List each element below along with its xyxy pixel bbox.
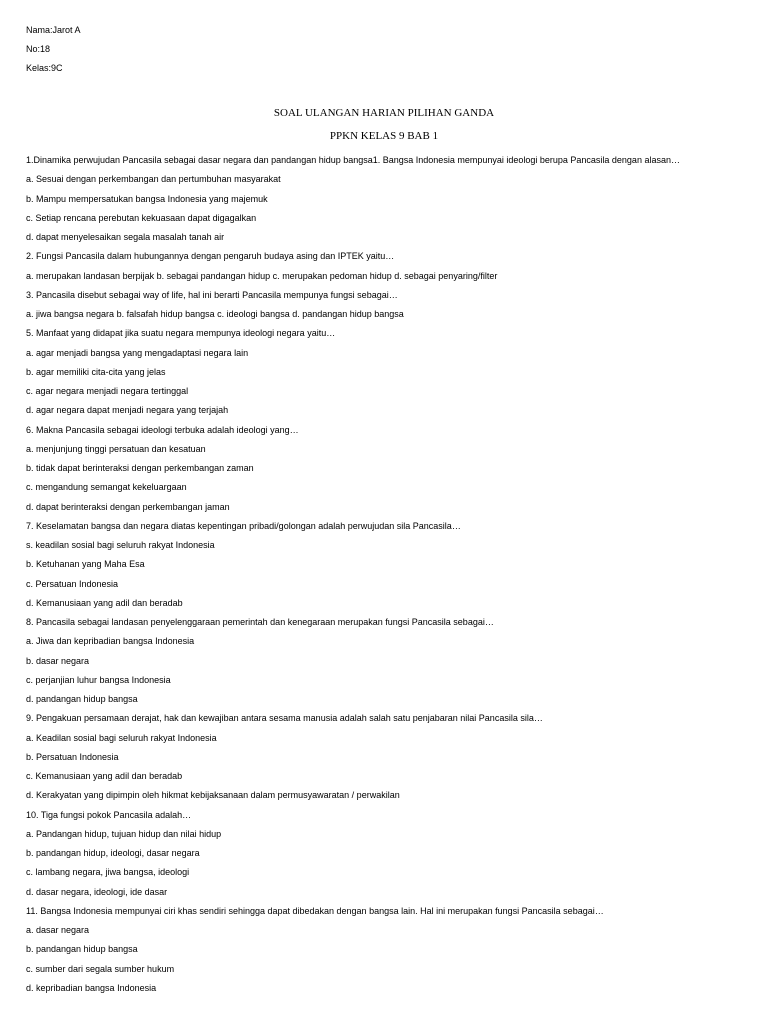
answer-option: b. pandangan hidup, ideologi, dasar negara [26,848,200,858]
answer-option: a. Jiwa dan kepribadian bangsa Indonesia [26,636,195,647]
question-text: 5. Manfaat yang didapat jika suatu negara mempunya ideologi negara yaitu… [26,328,336,339]
answer-option: c. lambang negara, jiwa bangsa, ideologi [26,867,190,878]
answer-option: c. agar negara menjadi negara tertinggal [26,386,189,396]
question-text: 1.Dinamika perwujudan Pancasila sebagai dasar negara dan pandangan hidup bangsa1. Bangsa Indonesia mempunyai ideologi berupa Pancasila dengan alasan… [26,155,680,165]
question-text: 11. Bangsa Indonesia mempunyai ciri khas sendiri sehingga dapat dibedakan dengan bangsa lain. Hal ini merupakan fungsi Pancasila sebagai… [26,905,604,916]
answer-option: b. Mampu mempersatukan bangsa Indonesia yang majemuk [26,193,268,204]
answer-option: d. dapat berinteraksi dengan perkembangan jaman [26,501,230,512]
answer-option: b. tidak dapat berinteraksi dengan perkembangan zaman [26,463,254,473]
question-text: 10. Tiga fungsi pokok Pancasila adalah… [26,809,192,820]
answer-option: a. agar menjadi bangsa yang mengadaptasi negara lain [26,347,249,358]
answer-option: c. perjanjian luhur bangsa Indonesia [26,674,171,685]
answer-option: a. merupakan landasan berpijak b. sebagai pandangan hidup c. merupakan pedoman hidup d. sebagai penyaring/filter [26,270,498,281]
answer-option: d. dapat menyelesaikan segala masalah tanah air [26,232,225,242]
student-number: No:18 [26,44,51,54]
answer-option: a. jiwa bangsa negara b. falsafah hidup bangsa c. ideologi bangsa d. pandangan hidup bangsa [26,309,404,319]
answer-option: b. Persatuan Indonesia [26,751,119,762]
answer-option: d. pandangan hidup bangsa [26,694,138,704]
question-text: 7. Keselamatan bangsa dan negara diatas kepentingan pribadi/golongan adalah perwujudan sila Pancasila… [26,520,461,531]
answer-option: a. Pandangan hidup, tujuan hidup dan nilai hidup [26,828,222,839]
question-text: 9. Pengakuan persamaan derajat, hak dan kewajiban antara sesama manusia adalah salah satu penjabaran nilai Pancasila sila… [26,713,543,724]
student-name: Nama:Jarot A [26,25,81,35]
student-class: Kelas:9C [26,63,63,73]
document-subtitle: PPKN KELAS 9 BAB 1 [329,130,439,142]
question-text: 6. Makna Pancasila sebagai ideologi terbuka adalah ideologi yang… [26,424,299,435]
answer-option: d. Kemanusiaan yang adil dan beradab [26,597,183,608]
question-text: 8. Pancasila sebagai landasan penyelenggaraan pemerintah dan kenegaraan merupakan fungsi Pancasila sebagai… [26,617,494,627]
answer-option: b. agar memiliki cita-cita yang jelas [26,366,166,377]
answer-option: d. dasar negara, ideologi, ide dasar [26,886,168,897]
answer-option: a. menjunjung tinggi persatuan dan kesatuan [26,443,206,454]
answer-option: d. agar negara dapat menjadi negara yang terjajah [26,405,229,416]
answer-option: a. dasar negara [26,925,90,935]
answer-option: c. Setiap rencana perebutan kekuasaan dapat digagalkan [26,212,257,223]
question-text: 2. Fungsi Pancasila dalam hubungannya dengan pengaruh budaya asing dan IPTEK yaitu… [26,251,395,262]
answer-option: b. dasar negara [26,655,90,666]
question-text: 3. Pancasila disebut sebagai way of life, hal ini berarti Pancasila mempunya fungsi sebagai… [26,289,398,300]
answer-option: a. Sesuai dengan perkembangan dan pertumbuhan masyarakat [26,174,281,185]
answer-option: d. kepribadian bangsa Indonesia [26,982,157,993]
answer-option: c. Kemanusiaan yang adil dan beradab [26,771,183,781]
answer-option: a. Keadilan sosial bagi seluruh rakyat Indonesia [26,732,217,743]
answer-option: c. sumber dari segala sumber hukum [26,963,175,974]
answer-option: d. Kerakyatan yang dipimpin oleh hikmat kebijaksanaan dalam permusyawaratan / perwakilan [26,790,400,801]
answer-option: c. mengandung semangat kekeluargaan [26,482,187,493]
answer-option: b. pandangan hidup bangsa [26,944,138,955]
document-title: SOAL ULANGAN HARIAN PILIHAN GANDA [273,107,495,119]
answer-option: c. Persatuan Indonesia [26,578,119,589]
answer-option: b. Ketuhanan yang Maha Esa [26,559,145,570]
answer-option: s. keadilan sosial bagi seluruh rakyat Indonesia [26,540,215,550]
